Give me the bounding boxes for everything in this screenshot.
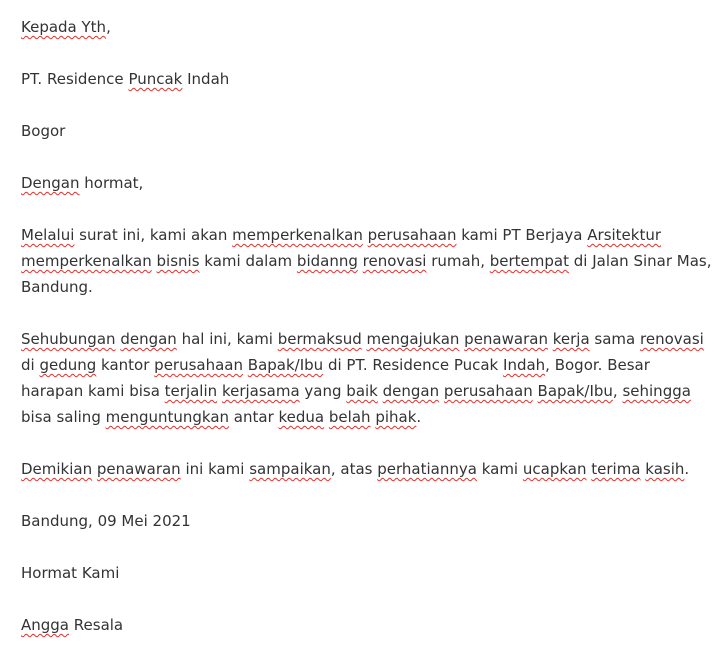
recipient-company (21, 66, 715, 92)
text-segment: Bogor (21, 122, 66, 140)
misspelled-word: bidanng (296, 252, 358, 270)
text-segment: surat ini, kami akan (74, 226, 233, 244)
misspelled-word: pihak (375, 408, 417, 426)
misspelled-word: perhatiannya (377, 460, 477, 478)
misspelled-word: dengan (382, 382, 440, 400)
text-segment: , (612, 382, 623, 400)
misspelled-word: sampaikan (249, 460, 331, 478)
misspelled-word: kerja (552, 330, 590, 348)
misspelled-word: renovasi (362, 252, 427, 270)
misspelled-word: menguntungkan (105, 408, 230, 426)
text-segment: hormat, (79, 174, 144, 192)
text-segment: di Jalan Sinar Mas, Bandung. (21, 252, 712, 296)
text-segment: sama (589, 330, 641, 348)
misspelled-word: Kepada Yth (21, 18, 107, 36)
text-segment: bisa saling (21, 408, 106, 426)
misspelled-word: baik (346, 382, 378, 400)
misspelled-word: kerjasama (221, 382, 300, 400)
text-segment: Indah (182, 70, 230, 88)
text-segment: Bandung, 09 Mei 2021 (21, 512, 191, 530)
text-segment: antar (229, 408, 279, 426)
text-segment: kami PT Berjaya (456, 226, 588, 244)
text-segment: hal ini, kami (176, 330, 278, 348)
text-segment: di PT. Residence Pucak (323, 356, 504, 374)
text-segment: kantor (96, 356, 155, 374)
misspelled-word: Angga (21, 616, 70, 634)
greeting (21, 170, 715, 196)
text-segment: PT. Residence (21, 70, 129, 88)
text-segment: , (106, 18, 111, 36)
misspelled-word: Melalui (21, 226, 75, 244)
misspelled-word: Demikian (21, 460, 93, 478)
misspelled-word: bermaksud (277, 330, 362, 348)
text-segment: kami (476, 460, 523, 478)
misspelled-word: mengajukan (366, 330, 460, 348)
body-paragraph-offer (21, 326, 715, 430)
text-segment: Hormat Kami (21, 564, 120, 582)
misspelled-word: perusahaan (367, 226, 457, 244)
misspelled-word: dengan (120, 330, 177, 348)
text-segment: . (684, 460, 690, 478)
misspelled-word: Arsitektur (587, 226, 662, 244)
misspelled-word: Sehubungan (21, 330, 116, 348)
closing-paragraph (21, 456, 715, 482)
misspelled-word: sehingga (622, 382, 691, 400)
text-segment: kami dalam (199, 252, 297, 270)
recipient-city (21, 118, 715, 144)
misspelled-word: Bapak/Ibu (247, 356, 324, 374)
misspelled-word: perusahaan (154, 356, 243, 374)
body-paragraph-intro (21, 222, 715, 300)
misspelled-word: penawaran (96, 460, 181, 478)
misspelled-word: renovasi (640, 330, 704, 348)
letter-document[interactable] (21, 14, 715, 638)
misspelled-word: Bapak/Ibu (537, 382, 613, 400)
text-segment: yang (299, 382, 347, 400)
text-segment: rumah, (426, 252, 490, 270)
misspelled-word: terima (591, 460, 641, 478)
misspelled-word: gedung (39, 356, 97, 374)
text-segment: ini kami (180, 460, 250, 478)
misspelled-word: Dengan (21, 174, 80, 192)
misspelled-word: Indah (503, 356, 546, 374)
misspelled-word: kedua (278, 408, 325, 426)
place-date (21, 508, 715, 534)
text-segment: . (416, 408, 422, 426)
signatory-name (21, 612, 715, 638)
misspelled-word: kasih (645, 460, 685, 478)
text-segment: , atas (330, 460, 378, 478)
text-segment: di (21, 356, 40, 374)
misspelled-word: perusahaan (443, 382, 533, 400)
misspelled-word: belah (328, 408, 371, 426)
misspelled-word: penawaran (464, 330, 548, 348)
misspelled-word: memperkenalkan (232, 226, 363, 244)
text-segment: , Bogor. Besar harapan kami bisa (21, 356, 650, 400)
sign-off (21, 560, 715, 586)
misspelled-word: Puncak (128, 70, 183, 88)
misspelled-word: memperkenalkan (21, 252, 152, 270)
misspelled-word: terjalin (164, 382, 218, 400)
misspelled-word: bisnis (156, 252, 200, 270)
misspelled-word: ucapkan (522, 460, 587, 478)
recipient-salutation (21, 14, 715, 40)
misspelled-word: bertempat (489, 252, 569, 270)
text-segment: Resala (69, 616, 124, 634)
